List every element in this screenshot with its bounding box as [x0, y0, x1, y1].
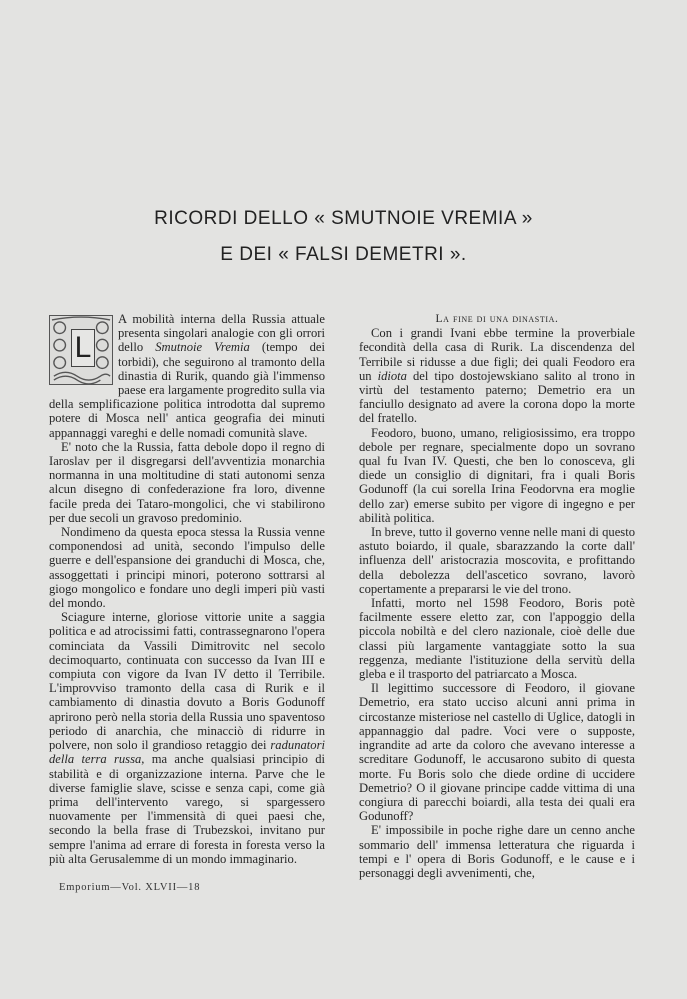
right-paragraph-2: Feodoro, buono, umano, religiosissimo, era troppo debole per regnare, specialmente dopo un sovrano qual fu Ivan IV. Questi, che ben lo conosceva, gli diede un consiglio di dignitari, fra i quali Boris Godunoff (la cui sorella Irina Feodorvna era moglie dello zar) emerse subito per vigore di ingegno e per abilità politica.	[359, 425, 635, 525]
paragraph-text: Con i grandi Ivani ebbe termine la proverbiale fecondità della casa di Rurik. La discendenza del Terribile si ridusse a due figli; dei quali Feodoro era un	[359, 326, 635, 383]
right-paragraph-6: E' impossibile in poche righe dare un cenno anche sommario dell' immensa letteratura che riguarda i tempi e l' opera di Boris Godunoff, e le cause e i personaggi degli avvenimenti, che,	[359, 823, 635, 880]
paragraph-text: A mobilità interna della Russia attuale presenta singolari analogie con gli orrori dello	[118, 312, 325, 355]
decorated-initial-letter	[49, 315, 113, 385]
right-paragraph-1	[359, 326, 635, 425]
initial-letter: L	[71, 329, 95, 367]
left-paragraph-1	[49, 312, 325, 440]
left-paragraph-4	[49, 610, 325, 866]
paragraph-text: del tipo dostojewskiano salito al trono in virtù del testamento paterno; Demetrio era un fanciullo designato ad avere la corona dopo la morte del fratello.	[359, 368, 635, 426]
left-column	[49, 312, 325, 866]
paragraph-text: , ma anche qualsiasi principio di stabilità e di organizzazione interna. Parve che le diverse famiglie slave, scisse e senza capi, come già prima dell'intervento varego, si spargessero nuovamente per l'immensità di quei paesi che, secondo la bella frase di Trubezskoi, invitano pur sempre l'anima ad errare di foresta in foresta verso la più alta Gerusalemme di un mondo immaginario.	[49, 752, 325, 866]
left-paragraph-2: E' noto che la Russia, fatta debole dopo il regno di Iaroslav per il disgregarsi dell'avventizia monarchia normanna in una moltitudine di stati autonomi senza alcun disegno di confederazione fra loro, divenne facile preda dei Tataro-mongolici, che vi stabilirono per due secoli un gravoso predominio.	[49, 439, 325, 525]
right-column	[359, 312, 635, 880]
right-paragraph-5: Il legittimo successore di Feodoro, il giovane Demetrio, era stato ucciso alcuni anni prima in circostanze misteriose nel castello di Uglice, datogli in appannaggio dal padre. Voci vere o supposte, ingrandite ad arte da coloro che avevano interesse a screditare Godunoff, le accusarono subito di questa morte. Fu Boris solo che diede ordine di uccidere Demetrio? O il giovane principe cadde vittima di una congiura di parecchi boiardi, alla testa dei quali era Godunoff?	[359, 681, 635, 824]
right-paragraph-4: Infatti, morto nel 1598 Feodoro, Boris potè facilmente essere eletto zar, con l'appoggio della piccola nobiltà e del clero nazionale, cioè delle due classi più largamente vantaggiate sotto la sua reggenza, mediante l'istituzione della servitù della gleba e il trasporto del patriarcato a Mosca.	[359, 596, 635, 682]
left-paragraph-3: Nondimeno da questa epoca stessa la Russia venne componendosi ad unità, secondo l'impulso delle guerre e dell'espansione dei granduchi di Mosca, che, assoggettati i principi minori, poterono sottrarsi al giogo mongolico e fondare uno degli imperi più vasti del mondo.	[49, 525, 325, 611]
page-footer: Emporium—Vol. XLVII—18	[59, 882, 201, 893]
section-heading: La fine di una dinastia.	[435, 313, 559, 325]
paragraph-text: Sciagure interne, gloriose vittorie unite a saggia politica e ad atrocissimi fatti, contrassegnarono l'opera cominciata da Vassili Dimitrovitc nel secolo decimoquarto, continuata con successo da Ivan III e compiuta con vigore da Ivan IV detto il Terribile. L'improvviso tramonto della casa di Rurik e il cambiamento di dinastia dovuto a Boris Godunoff aprirono però nella storia della Russia uno spaventoso periodo di anarchia, che minacciò di ridurre in polvere, non solo il grandioso retaggio dei	[49, 610, 325, 753]
italic-term: radunatori della terra russa	[49, 738, 325, 767]
article-title-line-2: E DEI « FALSI DEMETRI ».	[220, 244, 467, 265]
italic-term: idiota	[377, 368, 407, 383]
right-paragraph-3: In breve, tutto il governo venne nelle mani di questo astuto boiardo, il quale, sbarazzando la corte dall' influenza dell' aristocrazia moscovita, e profittando della debolezza dell'ascetico sovrano, lavorò copertamente a prepararsi le vie del trono.	[359, 525, 635, 596]
italic-term: Smutnoie Vremia	[155, 340, 250, 355]
article-title-line-1: RICORDI DELLO « SMUTNOIE VREMIA »	[154, 208, 533, 229]
paragraph-text: (tempo dei torbidi), che seguirono al tramonto della dinastia di Rurik, quando già l'immenso paese era largamente progredito sulla via della semplificazione politica introdotta dal supremo potere di Mosca nell' antica geografia dei minuti appannaggi vareghi e delle nomadi comunità slave.	[49, 340, 325, 440]
